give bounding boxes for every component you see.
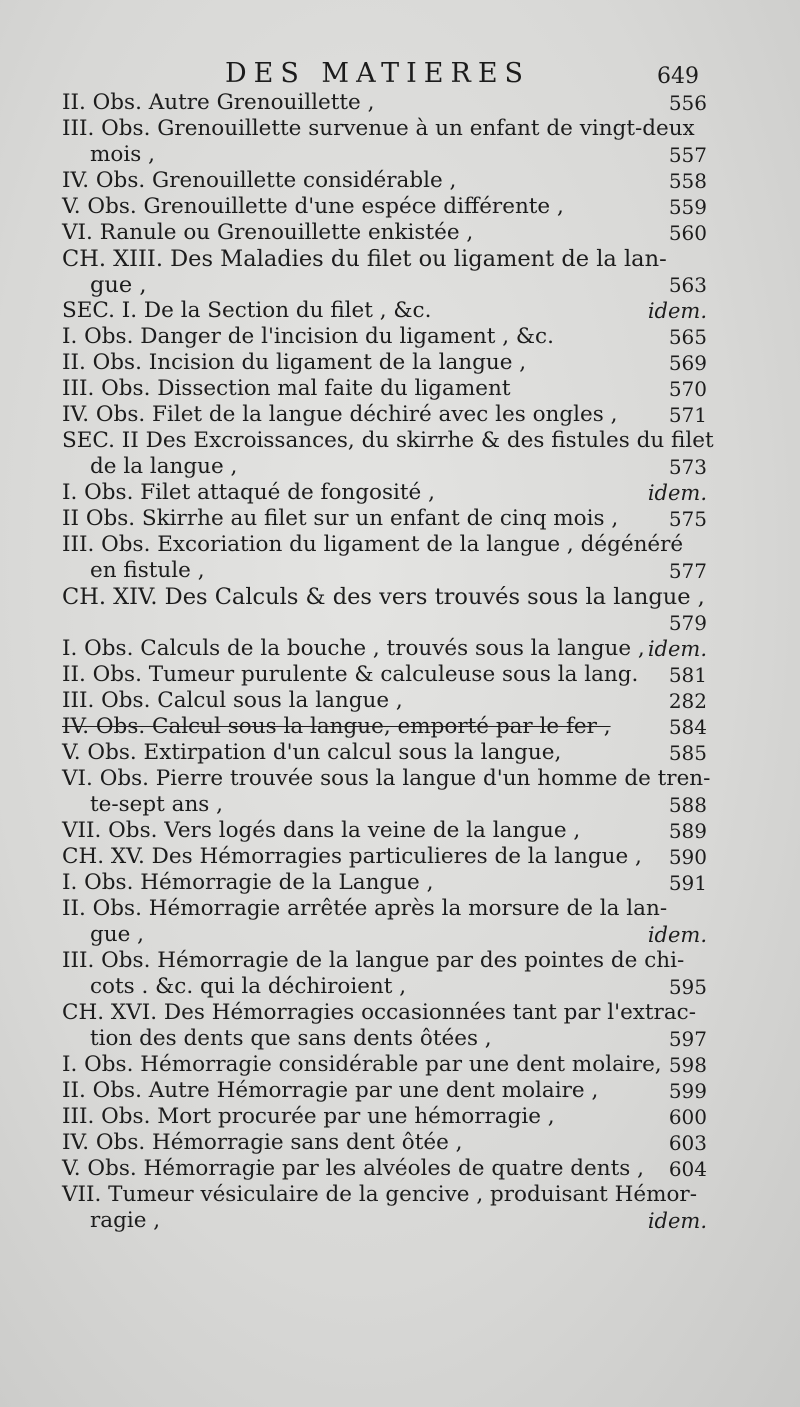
index-entry <box>0 558 800 584</box>
entry-text: III. Obs. Excoriation du ligament de la langue , dégénéré <box>62 532 684 557</box>
entry-text: II. Obs. Autre Grenouillette , <box>62 90 375 115</box>
entry-page: 603 <box>668 1131 707 1155</box>
index-entry <box>0 896 800 922</box>
index-entry <box>0 610 800 636</box>
entry-page: 600 <box>668 1105 707 1129</box>
index-entry <box>0 662 800 688</box>
entry-text: en fistule , <box>90 558 205 583</box>
entry-page: 556 <box>668 91 707 115</box>
entry-text: CH. XIV. Des Calculs & des vers trouvés sous la langue , <box>62 584 705 610</box>
entry-text: I. Obs. Filet attaqué de fongosité , <box>62 480 435 505</box>
entry-text: V. Obs. Hémorragie par les alvéoles de quatre dents , <box>62 1156 644 1181</box>
index-entry <box>0 844 800 870</box>
index-entries <box>0 90 800 1234</box>
index-entry <box>0 220 800 246</box>
entry-text: IV. Obs. Hémorragie sans dent ôtée , <box>62 1130 463 1155</box>
header-title: DES MATIERES <box>225 58 531 89</box>
entry-text: I. Obs. Hémorragie de la Langue , <box>62 870 434 895</box>
entry-text: I. Obs. Calculs de la bouche , trouvés sous la langue , <box>62 636 645 661</box>
entry-page: 558 <box>668 169 707 193</box>
index-entry <box>0 688 800 714</box>
page-number: 649 <box>657 64 699 89</box>
entry-text: III. Obs. Mort procurée par une hémorragie , <box>62 1104 555 1129</box>
index-entry <box>0 350 800 376</box>
index-entry <box>0 480 800 506</box>
entry-text: CH. XVI. Des Hémorragies occasionnées tant par l'extrac- <box>62 1000 696 1025</box>
entry-text: IV. Obs. Filet de la langue déchiré avec les ongles , <box>62 402 618 427</box>
index-entry <box>0 714 800 740</box>
entry-text: I. Obs. Danger de l'incision du ligament , &c. <box>62 324 554 349</box>
entry-page: 560 <box>668 221 707 245</box>
entry-text: III. Obs. Grenouillette survenue à un enfant de vingt-deux <box>62 116 695 141</box>
index-entry <box>0 740 800 766</box>
entry-page: idem. <box>647 1209 707 1233</box>
index-entry <box>0 974 800 1000</box>
entry-text: IV. Obs. Grenouillette considérable , <box>62 168 457 193</box>
entry-text: III. Obs. Calcul sous la langue , <box>62 688 403 713</box>
index-entry <box>0 818 800 844</box>
index-entry <box>0 1156 800 1182</box>
index-entry <box>0 1208 800 1234</box>
entry-page: 579 <box>668 611 707 635</box>
index-entry <box>0 376 800 402</box>
index-entry <box>0 870 800 896</box>
index-entry <box>0 246 800 272</box>
entry-text: II Obs. Skirrhe au filet sur un enfant de cinq mois , <box>62 506 619 531</box>
index-entry <box>0 1078 800 1104</box>
entry-page: 604 <box>668 1157 707 1181</box>
entry-page: idem. <box>647 481 707 505</box>
entry-text: II. Obs. Autre Hémorragie par une dent molaire , <box>62 1078 599 1103</box>
index-entry <box>0 1130 800 1156</box>
entry-page: 569 <box>668 351 707 375</box>
index-entry <box>0 428 800 454</box>
entry-text: II. Obs. Incision du ligament de la langue , <box>62 350 527 375</box>
index-entry <box>0 1182 800 1208</box>
index-entry <box>0 298 800 324</box>
entry-text: II. Obs. Tumeur purulente & calculeuse sous la lang. <box>62 662 639 687</box>
index-entry <box>0 402 800 428</box>
entry-page: 282 <box>668 689 707 713</box>
index-entry <box>0 532 800 558</box>
entry-page: 584 <box>668 715 707 739</box>
entry-page: idem. <box>647 637 707 661</box>
entry-page: 599 <box>668 1079 707 1103</box>
entry-text: III. Obs. Hémorragie de la langue par des pointes de chi- <box>62 948 685 973</box>
entry-page: 577 <box>668 559 707 583</box>
index-entry <box>0 1052 800 1078</box>
entry-page: 565 <box>668 325 707 349</box>
index-entry <box>0 584 800 610</box>
index-entry <box>0 90 800 116</box>
entry-text: gue , <box>90 272 147 298</box>
entry-page: 591 <box>668 871 707 895</box>
entry-page: 570 <box>668 377 707 401</box>
index-entry <box>0 1000 800 1026</box>
entry-text: VII. Obs. Vers logés dans la veine de la langue , <box>62 818 581 843</box>
index-entry <box>0 792 800 818</box>
entry-text: SEC. I. De la Section du filet , &c. <box>62 298 432 323</box>
index-entry <box>0 116 800 142</box>
index-entry <box>0 948 800 974</box>
entry-page: 557 <box>668 143 707 167</box>
entry-page: 595 <box>668 975 707 999</box>
entry-text: V. Obs. Extirpation d'un calcul sous la langue, <box>62 740 562 765</box>
index-entry <box>0 1026 800 1052</box>
entry-page: 589 <box>668 819 707 843</box>
entry-text: III. Obs. Dissection mal faite du ligament <box>62 376 511 401</box>
index-entry <box>0 922 800 948</box>
entry-text: CH. XV. Des Hémorragies particulieres de la langue , <box>62 844 642 869</box>
entry-page: 590 <box>668 845 707 869</box>
entry-page: 585 <box>668 741 707 765</box>
entry-text: te-sept ans , <box>90 792 223 817</box>
entry-text: cots . &c. qui la déchiroient , <box>90 974 407 999</box>
index-entry <box>0 1104 800 1130</box>
entry-text: mois , <box>90 142 155 167</box>
entry-text: tion des dents que sans dents ôtées , <box>90 1026 492 1051</box>
entry-text: de la langue , <box>90 454 238 479</box>
entry-page: 575 <box>668 507 707 531</box>
index-entry <box>0 766 800 792</box>
index-entry <box>0 272 800 298</box>
index-entry <box>0 454 800 480</box>
index-entry <box>0 168 800 194</box>
entry-page: idem. <box>647 299 707 323</box>
entry-text: IV. Obs. Calcul sous la langue, emporté par le fer , <box>62 714 611 739</box>
entry-text: VI. Ranule ou Grenouillette enkistée , <box>62 220 474 245</box>
index-entry <box>0 324 800 350</box>
entry-page: 571 <box>668 403 707 427</box>
entry-text: gue , <box>90 922 145 947</box>
entry-page: 559 <box>668 195 707 219</box>
entry-text: VI. Obs. Pierre trouvée sous la langue d'un homme de tren- <box>62 766 711 791</box>
entry-text: II. Obs. Hémorragie arrêtée après la morsure de la lan- <box>62 896 668 921</box>
entry-page: 597 <box>668 1027 707 1051</box>
entry-text: V. Obs. Grenouillette d'une espéce différente , <box>62 194 564 219</box>
index-entry <box>0 506 800 532</box>
entry-text: VII. Tumeur vésiculaire de la gencive , produisant Hémor- <box>62 1182 697 1207</box>
entry-page: 598 <box>668 1053 707 1077</box>
entry-text: I. Obs. Hémorragie considérable par une dent molaire, <box>62 1052 662 1077</box>
entry-text: SEC. II Des Excroissances, du skirrhe & des fistules du filet <box>62 428 714 453</box>
entry-text: CH. XIII. Des Maladies du filet ou ligament de la lan- <box>62 246 667 272</box>
entry-page: 581 <box>668 663 707 687</box>
entry-page: 588 <box>668 793 707 817</box>
entry-page: 573 <box>668 455 707 479</box>
index-entry <box>0 636 800 662</box>
entry-text: ragie , <box>90 1208 161 1233</box>
index-entry <box>0 142 800 168</box>
entry-page: 563 <box>668 273 707 297</box>
index-entry <box>0 194 800 220</box>
entry-page: idem. <box>647 923 707 947</box>
